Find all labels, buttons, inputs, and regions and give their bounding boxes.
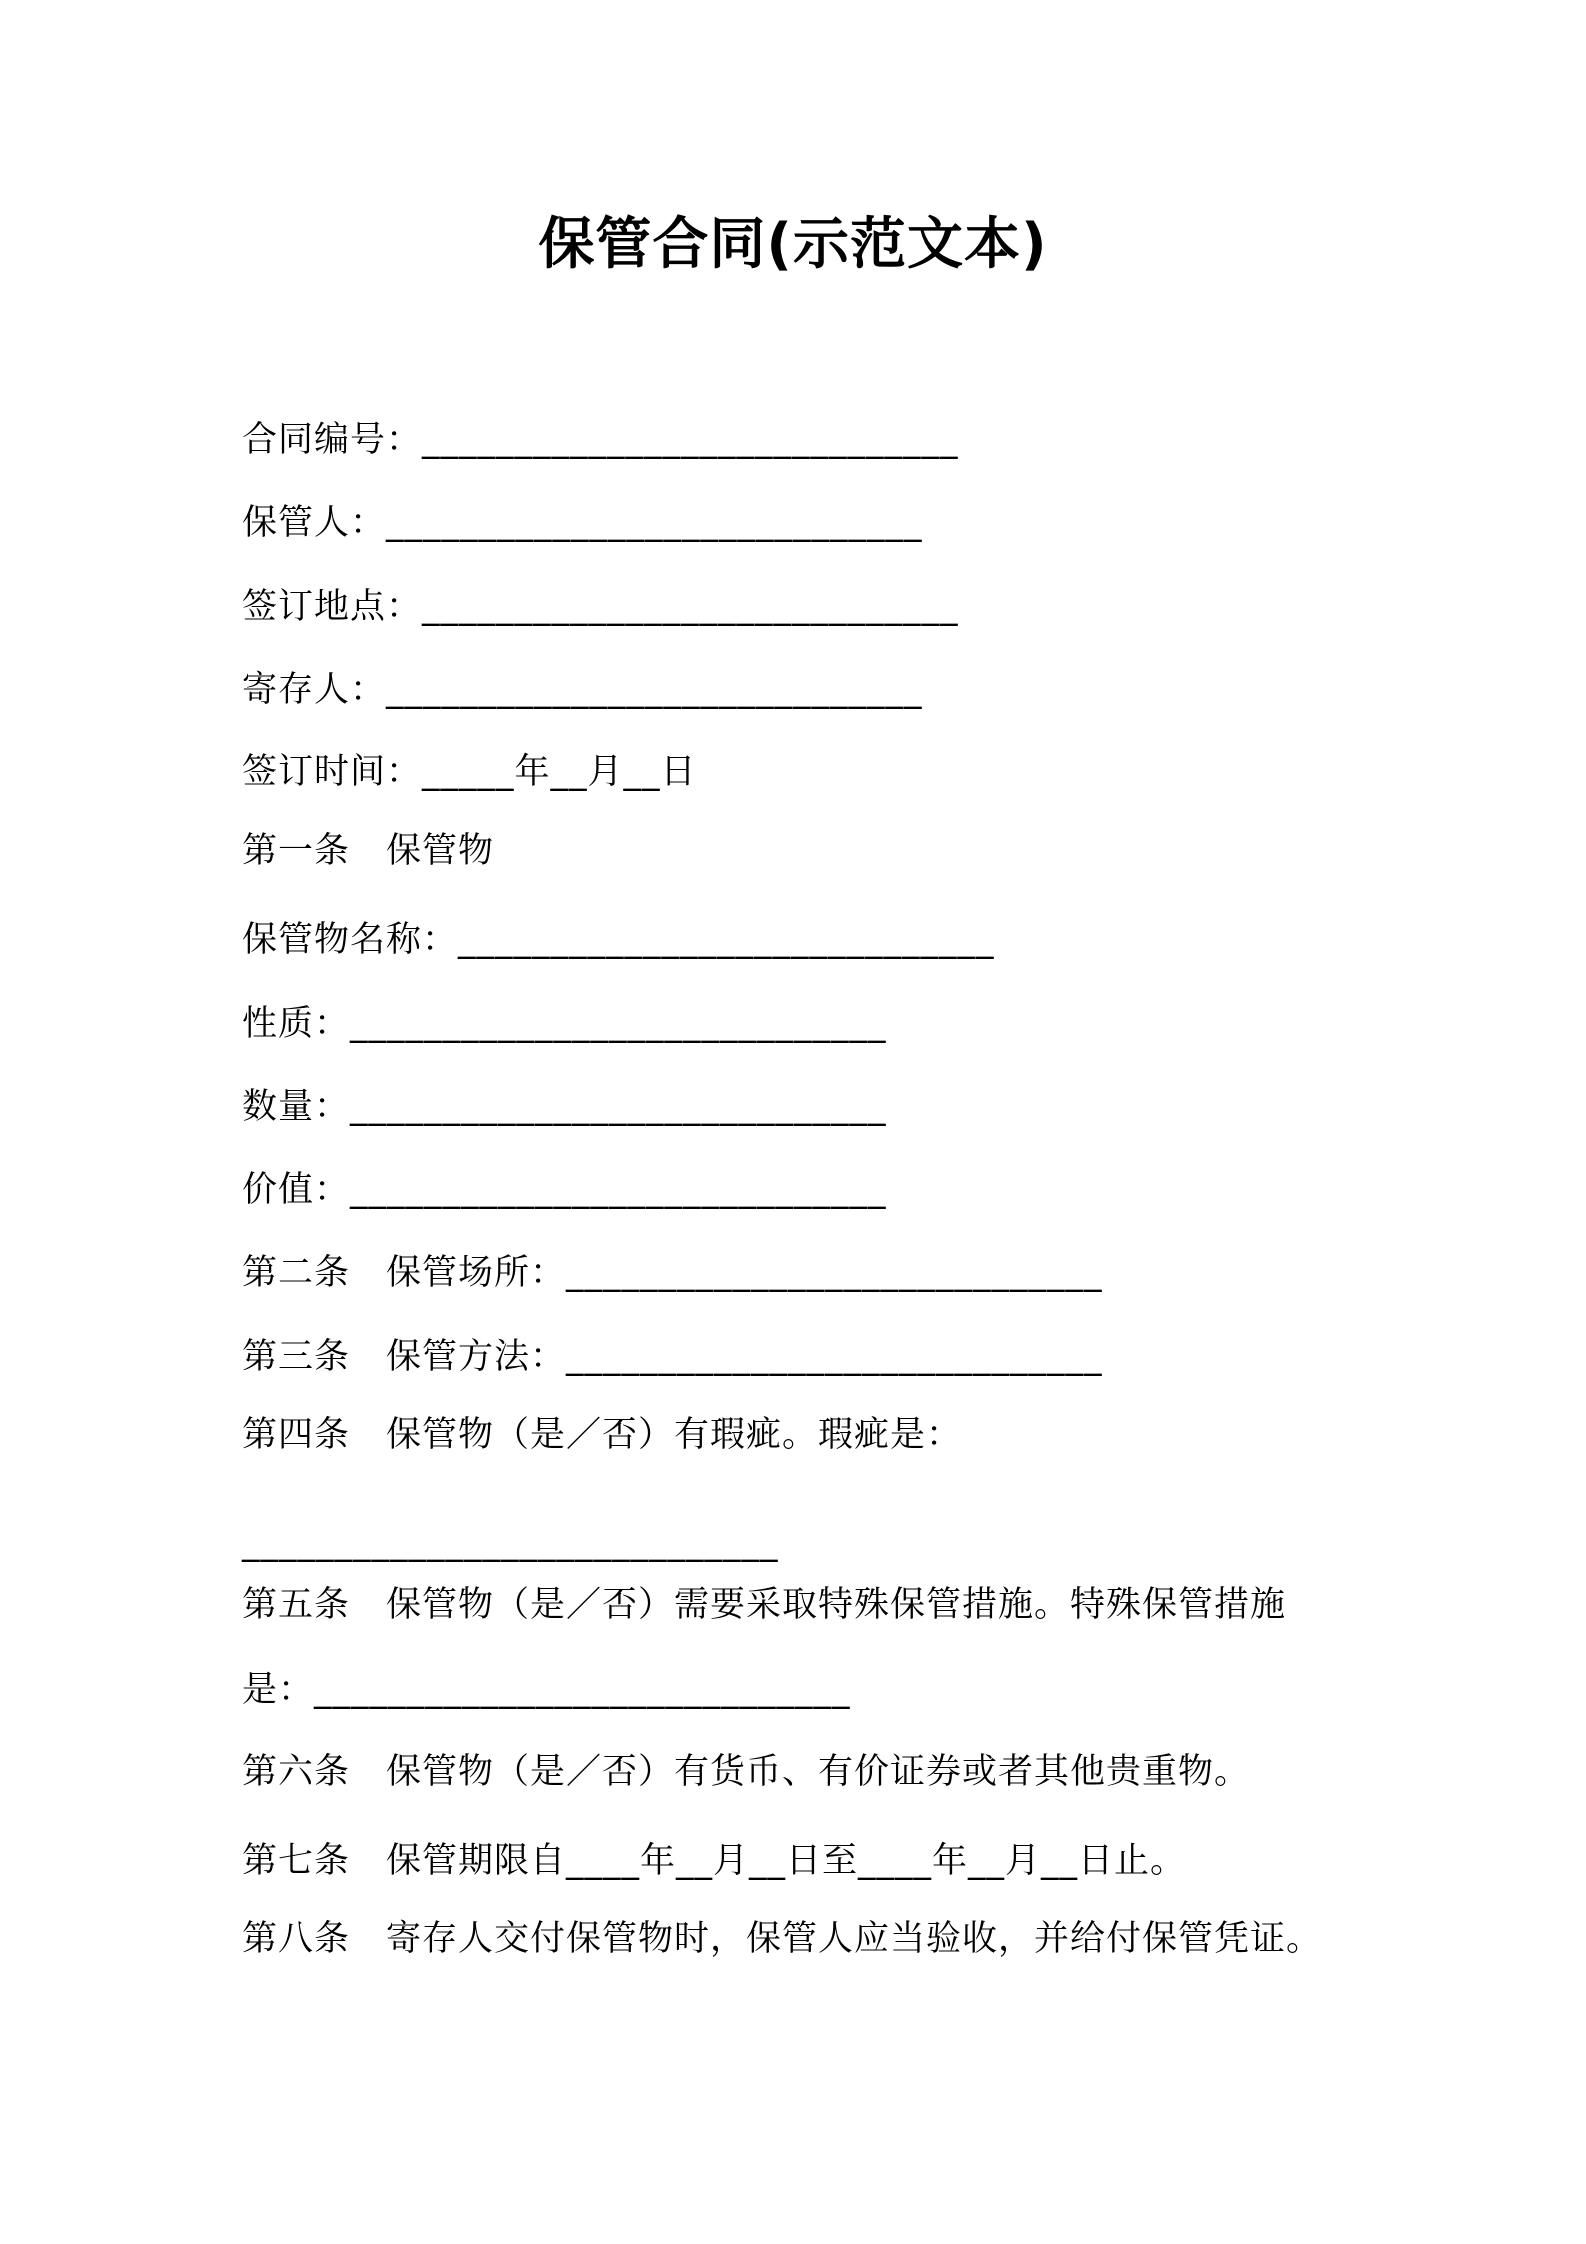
- page-title: 保管合同(示范文本): [538, 212, 1048, 277]
- item-name-field: 保管物名称：_____________________________: [242, 920, 995, 960]
- signing-date-field: 签订时间：_____年__月__日: [242, 752, 697, 792]
- article-4-defects: 第四条 保管物（是／否）有瑕疵。瑕疵是：: [242, 1415, 963, 1455]
- item-nature-field: 性质：_____________________________: [242, 1004, 887, 1044]
- item-quantity-field: 数量：_____________________________: [242, 1087, 887, 1127]
- article-7-term: 第七条 保管期限自____年__月__日至____年__月__日止。: [242, 1841, 1187, 1881]
- signing-place-field: 签订地点：_____________________________: [242, 587, 959, 627]
- article-8-receipt: 第八条 寄存人交付保管物时，保管人应当验收，并给付保管凭证。: [242, 1919, 1323, 1959]
- contract-number-field: 合同编号：_____________________________: [242, 420, 959, 460]
- article-5-special-measures: 第五条 保管物（是／否）需要采取特殊保管措施。特殊保管措施: [242, 1585, 1287, 1625]
- depositor-field: 寄存人：_____________________________: [242, 670, 923, 710]
- custodian-field: 保管人：_____________________________: [242, 503, 923, 543]
- item-value-field: 价值：_____________________________: [242, 1170, 887, 1210]
- article-3-storage-method: 第三条 保管方法：_____________________________: [242, 1337, 1103, 1377]
- article-4-defects-blank: _____________________________: [242, 1523, 779, 1563]
- article-1-heading: 第一条 保管物: [242, 831, 495, 871]
- article-2-storage-place: 第二条 保管场所：_____________________________: [242, 1253, 1103, 1293]
- article-5-special-measures-blank: 是：_____________________________: [242, 1670, 851, 1710]
- article-6-valuables: 第六条 保管物（是／否）有货币、有价证券或者其他贵重物。: [242, 1752, 1251, 1792]
